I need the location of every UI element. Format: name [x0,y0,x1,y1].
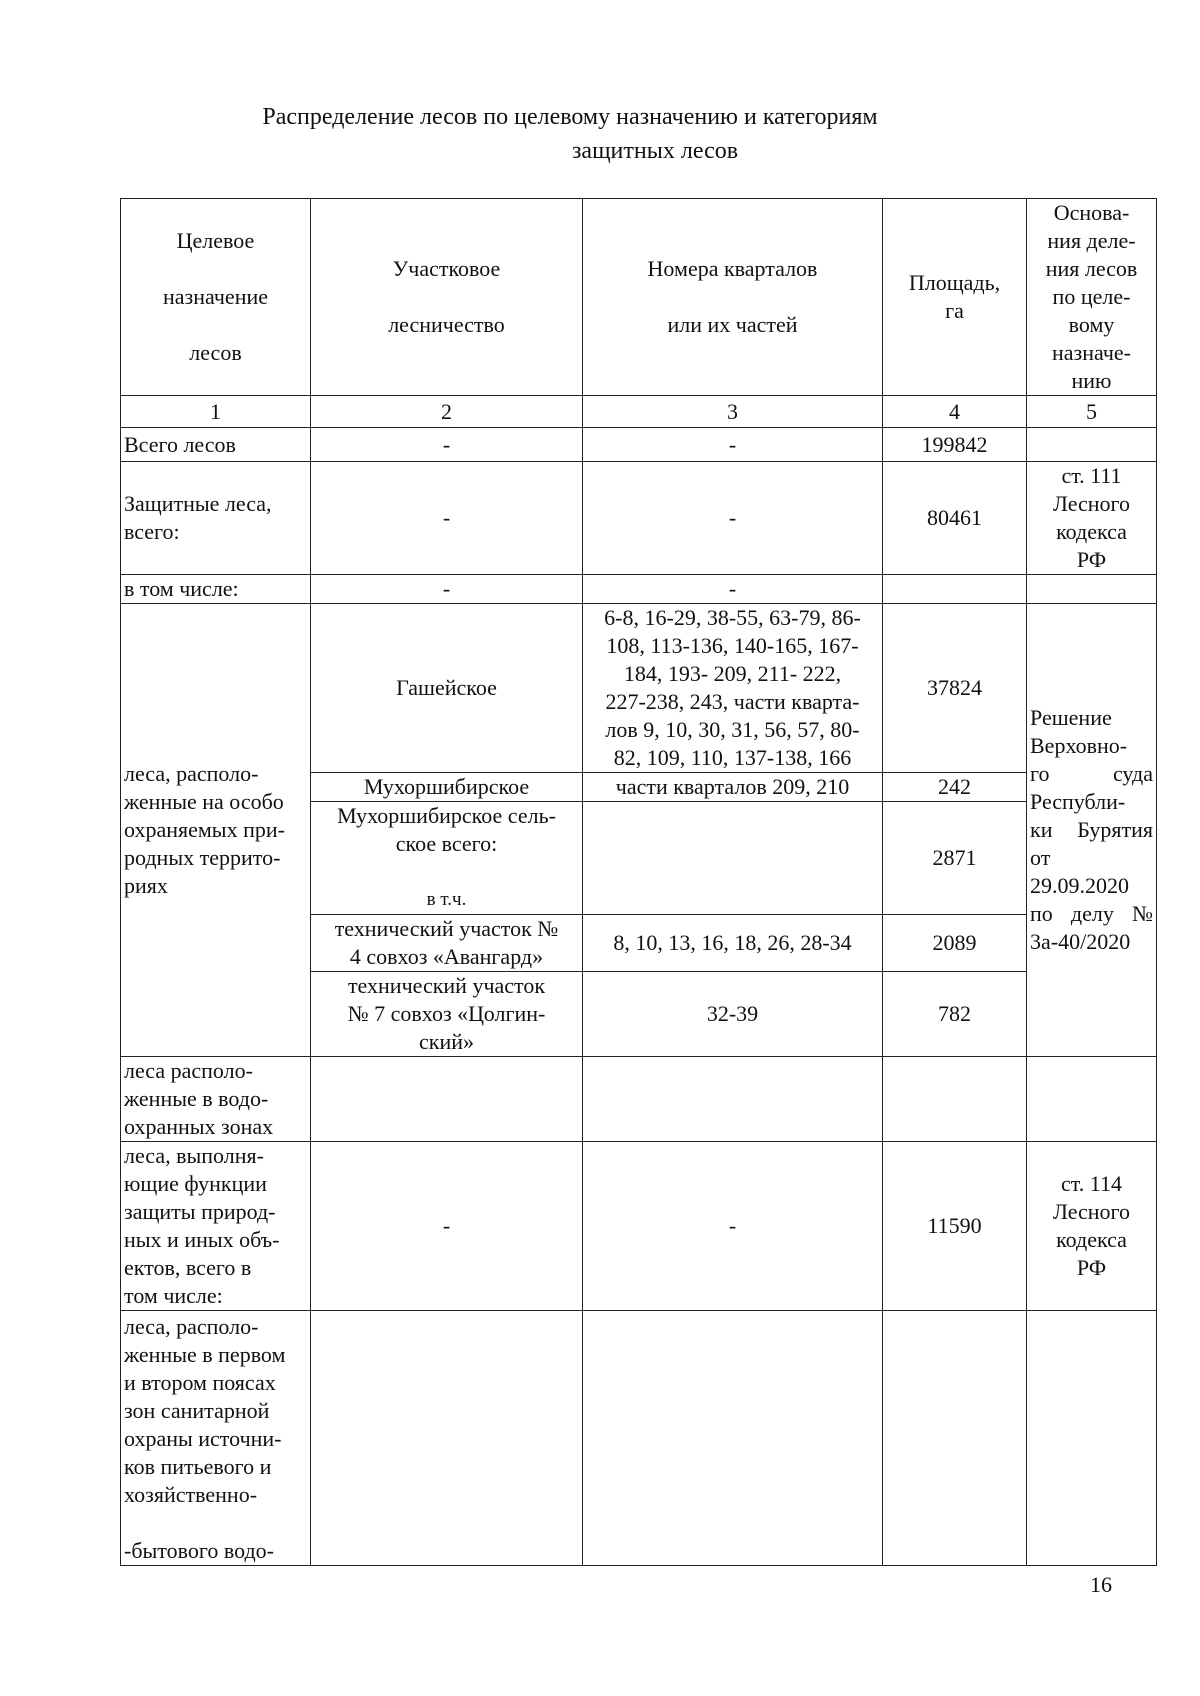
basis-line: Республи- [1030,789,1126,814]
row-area: 37824 [883,604,1027,773]
basis-line: 29.09.2020 [1030,873,1129,898]
row-area: 80461 [883,462,1027,575]
column-number: 2 [311,396,583,428]
row-forestry: - [311,575,583,604]
row-basis [1027,428,1157,462]
header-quarters: Номера кварталов или их частей [583,199,883,396]
basis-line: по делу № [1030,901,1153,926]
row-basis [1027,575,1157,604]
row-purpose: леса, располо- женные на особо охраняемых при- родных террито- риях [121,604,311,1057]
row-purpose: леса, выполня- ющие функции защиты природ- ных и иных объ- ектов, всего в том числе: [121,1142,311,1311]
row-quarters: 8, 10, 13, 16, 18, 26, 28-34 [583,915,883,972]
row-quarters: - [583,1142,883,1311]
row-purpose: Всего лесов [121,428,311,462]
row-quarters [583,1057,883,1142]
row-forestry: Мухоршибирское [311,773,583,802]
row-purpose: Защитные леса, всего: [121,462,311,575]
row-forestry: - [311,1142,583,1311]
row-purpose [121,1311,311,1566]
row-forestry: Гашейское [311,604,583,773]
page-number: 16 [1090,1572,1112,1597]
forestry-sub: в т.ч. [426,889,467,910]
row-basis: ст. 114 Лесного кодекса РФ [1027,1142,1157,1311]
table-row-sanitary [121,1311,1157,1566]
row-quarters: - [583,575,883,604]
purpose-text-tail: -бытового водо- [124,1538,274,1563]
row-forestry [311,1057,583,1142]
row-quarters: 6-8, 16-29, 38-55, 63-79, 86- 108, 113-136, 140-165, 167- 184, 193- 209, 211- 222, 227-238, 243, части кварта- лов 9, 10, 30, 31, 56, 57, 80- 82, 109, 110, 137-138, 166 [583,604,883,773]
page-title [0,100,1200,168]
forest-distribution-table [120,198,1157,1566]
row-purpose: леса располо- женные в водо- охранных зонах [121,1057,311,1142]
row-forestry: - [311,462,583,575]
row-forestry: технический участок № 7 совхоз «Цолгин- ский» [311,972,583,1057]
column-number: 5 [1027,396,1157,428]
header-basis: Основа- ния деле- ния лесов по целе- вому назначе- нию [1027,199,1157,396]
basis-line: 3а-40/2020 [1030,929,1131,954]
row-basis [1027,604,1157,1057]
row-area [883,1311,1027,1566]
row-quarters: - [583,428,883,462]
table-row-protected-areas [121,604,1157,773]
table-row-protective [121,462,1157,575]
basis-line: Решение [1030,705,1112,730]
column-number: 4 [883,396,1027,428]
header-forestry: Участковое лесничество [311,199,583,396]
row-basis: ст. 111 Лесного кодекса РФ [1027,462,1157,575]
column-numbers-row [121,396,1157,428]
column-number: 1 [121,396,311,428]
row-purpose: в том числе: [121,575,311,604]
row-area: 2871 [883,802,1027,915]
row-area [883,1057,1027,1142]
table-row-water-protection [121,1057,1157,1142]
row-forestry [311,802,583,915]
row-forestry [311,1311,583,1566]
row-quarters: - [583,462,883,575]
basis-line: Верховно- [1030,733,1128,758]
row-forestry: технический участок № 4 совхоз «Авангард» [311,915,583,972]
basis-line: го суда [1030,761,1153,786]
basis-line: ки Бурятия [1030,817,1153,842]
row-area: 199842 [883,428,1027,462]
row-basis [1027,1311,1157,1566]
row-area: 242 [883,773,1027,802]
row-basis [1027,1057,1157,1142]
row-quarters [583,802,883,915]
header-purpose: Целевое назначение лесов [121,199,311,396]
column-number: 3 [583,396,883,428]
title-line-2: защитных лесов [571,138,739,164]
row-quarters [583,1311,883,1566]
table-row-protection-functions [121,1142,1157,1311]
forestry-name: Мухоршибирское сель- ское всего: [337,803,556,856]
title-line-1: Распределение лесов по целевому назначению и категориям [262,104,878,130]
table-row-including [121,575,1157,604]
basis-line: от [1030,845,1051,870]
table-header-row [121,199,1157,396]
header-area: Площадь, га [883,199,1027,396]
row-quarters: 32-39 [583,972,883,1057]
row-area: 2089 [883,915,1027,972]
row-forestry: - [311,428,583,462]
row-area: 11590 [883,1142,1027,1311]
row-area: 782 [883,972,1027,1057]
table-row-total [121,428,1157,462]
row-area [883,575,1027,604]
purpose-text: леса, располо- женные в первом и втором поясах зон санитарной охраны источни- ков питьевого и хозяйственно- [124,1314,286,1507]
row-quarters: части кварталов 209, 210 [583,773,883,802]
